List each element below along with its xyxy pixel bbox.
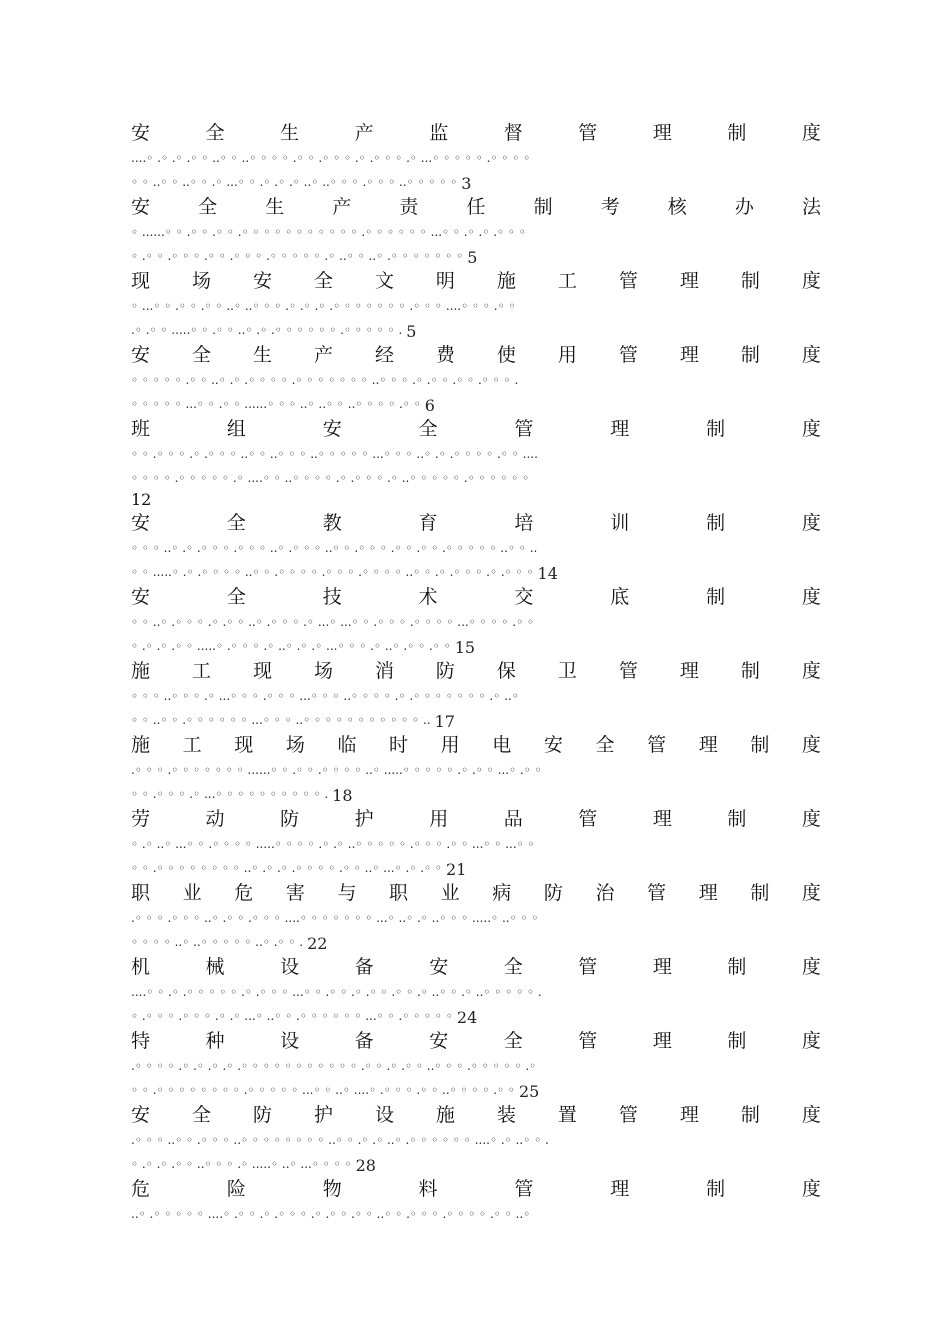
toc-title-char: 管 <box>578 122 598 144</box>
toc-title-char: 职 <box>131 882 151 904</box>
toc-title-char: 全 <box>503 1030 523 1052</box>
toc-leader-dots-last <box>131 392 821 416</box>
toc-title-char: 安 <box>131 1104 151 1126</box>
toc-title-char: 料 <box>418 1178 438 1200</box>
toc-leader-dots: ◦ ◦ ◦ ◦ ..◦ ..◦ ◦ ◦ ◦ ◦ ..◦ .◦ ◦ . <box>131 935 304 949</box>
toc-leader-dots: ◦ ...◦ ◦ .◦ ◦ .◦ ◦ ..◦ ..◦ ◦ ◦ .◦ .◦ .◦ .◦ ◦ ◦ ◦ ◦ ◦ ◦ .◦ ◦ ◦ ....◦ ◦ ◦ .◦ ◦ <box>131 299 516 313</box>
toc-title-char: 生 <box>265 196 285 218</box>
toc-title-char: 生 <box>280 122 300 144</box>
toc-leader-dots-last <box>131 782 821 806</box>
toc-entry[interactable] <box>131 732 821 806</box>
toc-title-char: 理 <box>652 122 672 144</box>
toc-title-char: 理 <box>610 1178 630 1200</box>
toc-title-char: 护 <box>313 1104 333 1126</box>
toc-title-char: 现 <box>234 734 254 756</box>
toc-title-char: 全 <box>313 270 333 292</box>
toc-page-number: 17 <box>434 712 455 731</box>
toc-title-char: 核 <box>667 196 687 218</box>
toc-title-char: 管 <box>578 1030 598 1052</box>
toc-title-char: 制 <box>727 956 747 978</box>
toc-title-char: 度 <box>801 270 821 292</box>
toc-title-char: 制 <box>706 512 726 534</box>
toc-title-char: 管 <box>618 344 638 366</box>
toc-title-char: 底 <box>610 586 630 608</box>
toc-entry[interactable] <box>131 416 821 510</box>
toc-title-char: 设 <box>280 1030 300 1052</box>
toc-leader-dots: ◦ .◦ ◦ ◦ .◦ ◦ ◦ .◦ .◦ ...◦ ..◦ ◦ .◦ ◦ ◦ ◦ ◦ ◦ ...◦ ◦ .◦ ◦ ◦ ◦ ◦ <box>131 1009 453 1023</box>
toc-title-char: 管 <box>578 808 598 830</box>
toc-title-char: 品 <box>503 808 523 830</box>
toc-title-char: 理 <box>698 882 718 904</box>
toc-leader-dots: ◦ ◦ ◦ ◦ ◦ ...◦ ◦ .◦ ◦ ......◦ ◦ ◦ ..◦ ..◦ ◦ ..◦ ◦ ◦ ◦ .◦ ◦ <box>131 397 421 411</box>
toc-entry-title[interactable] <box>131 194 821 220</box>
toc-leader-dots: ◦ ◦ .◦ ◦ ◦ ◦ ◦ ◦ ◦ ◦ .◦ ◦ ◦ ◦ ◦ ...◦ ◦ ..◦ ....◦ .◦ ◦ ◦ .◦ ◦ ..◦ ◦ ◦ ◦ .◦ ◦ <box>131 1083 515 1097</box>
toc-title-char: 制 <box>727 1030 747 1052</box>
toc-title-char: 病 <box>492 882 512 904</box>
toc-page-number: 28 <box>355 1156 376 1175</box>
toc-title-char: 动 <box>205 808 225 830</box>
toc-title-char: 场 <box>313 660 333 682</box>
toc-title-char: 产 <box>313 344 333 366</box>
toc-title-char: 度 <box>801 660 821 682</box>
toc-title-char: 安 <box>131 586 151 608</box>
toc-entry-title[interactable] <box>131 732 821 758</box>
toc-title-char: 管 <box>618 660 638 682</box>
toc-title-char: 术 <box>418 586 438 608</box>
toc-page-number: 12 <box>131 490 152 509</box>
toc-title-char: 职 <box>389 882 409 904</box>
toc-entry[interactable] <box>131 658 821 732</box>
toc-title-char: 施 <box>435 1104 455 1126</box>
toc-leader-dots: ◦ .◦ .◦ .◦ ◦ .....◦ .◦ ◦ ◦ .◦ ..◦ .◦ .◦ ...◦ ◦ ◦ .◦ ..◦ .◦ ◦ .◦ ◦ <box>131 639 451 653</box>
toc-title-char: 生 <box>252 344 272 366</box>
toc-title-char: 使 <box>496 344 516 366</box>
toc-entry-title[interactable] <box>131 584 821 610</box>
toc-entry-title[interactable] <box>131 658 821 684</box>
toc-title-char: 产 <box>354 122 374 144</box>
toc-title-char: 理 <box>679 660 699 682</box>
toc-title-char: 与 <box>337 882 357 904</box>
toc-title-char: 任 <box>466 196 486 218</box>
table-of-contents <box>131 120 821 1226</box>
toc-title-char: 卫 <box>557 660 577 682</box>
toc-title-char: 度 <box>801 1178 821 1200</box>
toc-title-char: 理 <box>652 956 672 978</box>
toc-leader-dots-last <box>131 1152 821 1176</box>
toc-title-char: 管 <box>514 418 534 440</box>
toc-leader-dots: ◦ ◦ ..◦ ◦ ..◦ ◦ .◦ ...◦ ◦ .◦ .◦ .◦ ..◦ ..◦ ◦ ◦ .◦ ◦ ◦ ..◦ ◦ ◦ ◦ ◦ <box>131 175 458 189</box>
toc-title-char: 全 <box>191 1104 211 1126</box>
toc-title-char: 害 <box>285 882 305 904</box>
toc-title-char: 业 <box>182 882 202 904</box>
toc-leader-dots: .◦ ◦ ◦ .◦ ◦ ◦ ◦ ◦ ◦ ◦ ......◦ ◦ .◦ ◦ .◦ ◦ ◦ ◦ ..◦ .....◦ ◦ ◦ ◦ ◦ .◦ .◦ ◦ ...◦ .◦ ◦ <box>131 763 542 777</box>
toc-title-char: 产 <box>332 196 352 218</box>
toc-title-char: 械 <box>205 956 225 978</box>
toc-title-char: 度 <box>801 512 821 534</box>
toc-leader-dots: ◦ ◦ ..◦ .◦ ◦ ◦ .◦ .◦ ◦ ..◦ .◦ ◦ ◦ .◦ ...◦ ...◦ ◦ .◦ ◦ ◦ .◦ ◦ ◦ ◦ ...◦ ◦ ◦ ◦ .◦ ◦ <box>131 615 535 629</box>
toc-entry[interactable] <box>131 806 821 880</box>
toc-title-char: 管 <box>514 1178 534 1200</box>
toc-title-char: 用 <box>429 808 449 830</box>
toc-title-char: 全 <box>503 956 523 978</box>
toc-title-char: 班 <box>131 418 151 440</box>
toc-title-char: 施 <box>496 270 516 292</box>
toc-entry-title[interactable] <box>131 510 821 536</box>
toc-title-char: 教 <box>322 512 342 534</box>
toc-title-char: 制 <box>740 660 760 682</box>
toc-title-char: 用 <box>440 734 460 756</box>
toc-entry[interactable] <box>131 120 821 194</box>
toc-title-char: 物 <box>322 1178 342 1200</box>
toc-entry-title[interactable] <box>131 880 821 906</box>
toc-entry-title[interactable] <box>131 806 821 832</box>
toc-leader-dots: ....◦ ◦ .◦ .◦ ◦ ◦ ◦ ◦ .◦ .◦ ◦ ◦ ...◦ ◦ .◦ ◦ .◦ .◦ ◦ .◦ ◦ .◦ ..◦ ◦ .◦ ..◦ ◦ ◦ ◦ ◦ . <box>131 985 542 999</box>
toc-title-char: 电 <box>492 734 512 756</box>
toc-title-char: 备 <box>354 956 374 978</box>
toc-title-char: 度 <box>801 1030 821 1052</box>
toc-leader-dots-last <box>131 318 821 342</box>
toc-title-char: 育 <box>418 512 438 534</box>
toc-entry-title[interactable] <box>131 1028 821 1054</box>
toc-title-char: 全 <box>226 586 246 608</box>
toc-title-char: 护 <box>354 808 374 830</box>
toc-entry[interactable] <box>131 194 821 268</box>
toc-title-char: 工 <box>557 270 577 292</box>
toc-leader-dots: ◦ ◦ .◦ ◦ ◦ .◦ .◦ ◦ ◦ ..◦ ◦ ..◦ ◦ ◦ ..◦ ◦ ◦ ◦ ◦ ...◦ ◦ ◦ ..◦ .◦ .◦ ◦ ◦ ◦ .◦ ◦ .... <box>131 447 538 461</box>
toc-title-char: 安 <box>131 512 151 534</box>
toc-leader-dots: .◦ ◦ ◦ ◦ .◦ .◦ .◦ .◦ .◦ ◦ ◦ ◦ ◦ ◦ ◦ ◦ ◦ ◦ ◦ .◦ ◦ .◦ .◦ ◦ ..◦ ◦ ◦ .◦ ◦ ◦ ◦ ◦ .◦ <box>131 1059 537 1073</box>
toc-leader-dots: ◦ .◦ ..◦ ...◦ ◦ .◦ ◦ ◦ ◦ .....◦ ◦ ◦ ◦ .◦ .◦ ..◦ ◦ ◦ ◦ ◦ .◦ ◦ ◦ .◦ ◦ ...◦ ◦ ...◦ ◦ <box>131 837 535 851</box>
toc-page-number: 3 <box>461 174 472 193</box>
toc-entry[interactable] <box>131 954 821 1028</box>
toc-title-char: 防 <box>543 882 563 904</box>
toc-leader-dots: ◦ ......◦ ◦ .◦ ◦ .◦ ◦ .◦ ◦ ◦ ◦ ◦ ◦ ◦ ◦ ◦ ◦ ◦ .◦ ◦ ◦ ◦ ◦ ◦ ...◦ ◦ .◦ .◦ .◦ ◦ ◦ <box>131 225 526 239</box>
toc-page-number: 22 <box>307 934 328 953</box>
toc-title-char: 安 <box>322 418 342 440</box>
toc-title-char: 特 <box>131 1030 151 1052</box>
toc-title-char: 机 <box>131 956 151 978</box>
toc-title-char: 全 <box>198 196 218 218</box>
toc-page-number: 18 <box>332 786 353 805</box>
toc-title-char: 制 <box>740 344 760 366</box>
toc-leader-dots: ◦ ◦ ◦ ◦ ◦ .◦ ◦ ..◦ .◦ .◦ ◦ ◦ ◦ .◦ ◦ ◦ ◦ ◦ ◦ ◦ ..◦ ◦ ◦ .◦ .◦ ◦ .◦ ◦ .◦ ◦ ◦ . <box>131 373 519 387</box>
toc-title-char: 度 <box>801 956 821 978</box>
toc-page-number: 24 <box>456 1008 478 1027</box>
toc-title-char: 设 <box>374 1104 394 1126</box>
toc-page-number: 15 <box>454 638 476 657</box>
toc-title-char: 交 <box>514 586 534 608</box>
toc-title-char: 防 <box>280 808 300 830</box>
toc-entry-title[interactable] <box>131 416 821 442</box>
toc-title-char: 安 <box>131 344 151 366</box>
toc-title-char: 危 <box>234 882 254 904</box>
toc-entry-title[interactable] <box>131 1102 821 1128</box>
toc-entry-title[interactable] <box>131 1176 821 1202</box>
toc-title-char: 制 <box>740 270 760 292</box>
toc-title-char: 督 <box>503 122 523 144</box>
toc-page-number: 5 <box>467 248 478 267</box>
toc-title-char: 管 <box>647 882 667 904</box>
toc-entry-title[interactable] <box>131 342 821 368</box>
toc-leader-dots-last <box>131 244 821 268</box>
toc-title-char: 安 <box>429 1030 449 1052</box>
toc-title-char: 制 <box>740 1104 760 1126</box>
toc-title-char: 制 <box>706 418 726 440</box>
toc-title-char: 防 <box>252 1104 272 1126</box>
toc-leader-dots-last <box>131 708 821 732</box>
toc-title-char: 理 <box>652 808 672 830</box>
toc-title-char: 危 <box>131 1178 151 1200</box>
toc-entry-title[interactable] <box>131 954 821 980</box>
toc-leader-dots: ◦ ◦ .◦ ◦ ◦ ◦ ◦ ◦ ◦ ◦ ..◦ .◦ .◦ .◦ ◦ ◦ ◦ .◦ ◦ ..◦ ...◦ .◦ .◦ ◦ <box>131 861 443 875</box>
toc-page-number: 14 <box>537 564 558 583</box>
toc-leader-dots-last <box>131 1004 821 1028</box>
toc-page-number: 21 <box>446 860 467 879</box>
toc-leader-dots: ◦ .◦ ◦ .◦ ◦ ◦ .◦ ◦ .◦ ◦ ◦ .◦ ◦ ◦ ◦ ◦ .◦ ..◦ ◦ ..◦ .◦ ◦ ◦ ◦ ◦ ◦ ◦ <box>131 249 464 263</box>
toc-title-char: 临 <box>337 734 357 756</box>
toc-title-char: 全 <box>191 344 211 366</box>
toc-title-char: 理 <box>679 270 699 292</box>
toc-title-char: 度 <box>801 586 821 608</box>
toc-leader-dots-last <box>131 170 821 194</box>
toc-title-char: 训 <box>610 512 630 534</box>
toc-title-char: 全 <box>418 418 438 440</box>
toc-title-char: 组 <box>226 418 246 440</box>
toc-leader-dots: ◦ ◦ ◦ ..◦ ◦ ◦ .◦ ...◦ ◦ ◦ .◦ ◦ ◦ ...◦ ◦ ◦ ..◦ ◦ ◦ ◦ .◦ .◦ ◦ ◦ ◦ ◦ ◦ ◦ .◦ ..◦ <box>131 689 519 703</box>
toc-leader-dots: ◦ ◦ ◦ ◦ .◦ ◦ ◦ ◦ ◦ .◦ ....◦ ◦ ..◦ ◦ ◦ ◦ .◦ .◦ ◦ ◦ .◦ ..◦ ◦ ◦ ◦ ◦ .◦ ◦ ◦ ◦ ◦ ◦ <box>131 471 530 485</box>
toc-leader-dots: ◦ .◦ .◦ .◦ ◦ ..◦ ◦ ◦ .◦ .....◦ ..◦ ...◦ ◦ ◦ ◦ <box>131 1157 352 1171</box>
toc-leader-dots: .◦ .◦ ◦ .....◦ ◦ .◦ ◦ ..◦ .◦ .◦ ◦ ◦ ◦ ◦ ◦ .◦ ◦ ◦ ◦ ◦ . <box>131 323 403 337</box>
toc-page-number: 25 <box>519 1082 540 1101</box>
toc-leader-dots: .◦ ◦ ◦ ..◦ ◦ .◦ ◦ ◦ ..◦ ◦ ◦ ◦ ◦ ◦ ◦ ◦ ..◦ ◦ .◦ .◦ ..◦ .◦ ◦ ◦ ◦ ◦ ◦ ....◦ .◦ ..◦ ◦ . <box>131 1133 549 1147</box>
toc-title-char: 工 <box>182 734 202 756</box>
toc-title-char: 场 <box>285 734 305 756</box>
toc-title-char: 劳 <box>131 808 151 830</box>
toc-title-char: 备 <box>354 1030 374 1052</box>
toc-title-char: 理 <box>610 418 630 440</box>
toc-title-char: 度 <box>801 344 821 366</box>
toc-title-char: 全 <box>205 122 225 144</box>
toc-leader-dots: ◦ ◦ ◦ ..◦ .◦ .◦ ◦ ◦ .◦ ◦ ◦ ..◦ .◦ ◦ ◦ ..◦ ◦ .◦ ◦ ◦ .◦ ◦ .◦ ◦ .◦ ◦ ◦ ◦ ◦ ..◦ ◦ .. <box>131 541 538 555</box>
toc-leader-dots-last <box>131 856 821 880</box>
toc-title-char: 法 <box>801 196 821 218</box>
toc-title-char: 场 <box>191 270 211 292</box>
toc-title-char: 度 <box>801 1104 821 1126</box>
toc-title-char: 治 <box>595 882 615 904</box>
toc-entry[interactable] <box>131 510 821 584</box>
toc-title-char: 制 <box>533 196 553 218</box>
toc-entry[interactable] <box>131 1102 821 1176</box>
toc-title-char: 安 <box>252 270 272 292</box>
toc-title-char: 工 <box>191 660 211 682</box>
toc-title-char: 文 <box>374 270 394 292</box>
toc-entry[interactable] <box>131 1028 821 1102</box>
toc-title-char: 制 <box>727 122 747 144</box>
toc-title-char: 度 <box>801 808 821 830</box>
toc-leader-dots-last <box>131 634 821 658</box>
toc-title-char: 度 <box>801 734 821 756</box>
toc-title-char: 用 <box>557 344 577 366</box>
toc-leader-dots-last <box>131 930 821 954</box>
toc-leader-dots-last <box>131 560 821 584</box>
toc-title-char: 管 <box>647 734 667 756</box>
toc-entry[interactable] <box>131 268 821 342</box>
toc-title-char: 理 <box>679 344 699 366</box>
toc-title-char: 保 <box>496 660 516 682</box>
toc-title-char: 经 <box>374 344 394 366</box>
toc-title-char: 时 <box>389 734 409 756</box>
toc-title-char: 考 <box>600 196 620 218</box>
toc-title-char: 制 <box>706 1178 726 1200</box>
toc-title-char: 制 <box>750 882 770 904</box>
toc-title-char: 责 <box>399 196 419 218</box>
toc-leader-dots-last <box>131 466 821 490</box>
toc-entry[interactable] <box>131 584 821 658</box>
toc-title-char: 度 <box>801 418 821 440</box>
toc-entry[interactable] <box>131 1176 821 1226</box>
toc-title-char: 制 <box>706 586 726 608</box>
toc-leader-dots-last <box>131 1078 821 1102</box>
toc-title-char: 度 <box>801 122 821 144</box>
toc-title-char: 培 <box>514 512 534 534</box>
toc-title-char: 管 <box>618 1104 638 1126</box>
toc-title-char: 施 <box>131 734 151 756</box>
toc-leader-dots: .◦ ◦ ◦ .◦ ◦ ◦ ..◦ .◦ ◦ .◦ ◦ ◦ ....◦ ◦ ◦ ◦ ◦ ◦ ◦ ...◦ ..◦ .◦ ..◦ ◦ ◦ .....◦ ..◦ ◦ ◦ <box>131 911 539 925</box>
toc-title-char: 现 <box>131 270 151 292</box>
toc-title-char: 全 <box>595 734 615 756</box>
toc-title-char: 防 <box>435 660 455 682</box>
toc-title-char: 监 <box>429 122 449 144</box>
toc-leader-dots: ◦ ◦ .....◦ .◦ .◦ ◦ ◦ ◦ ..◦ ◦ .◦ ◦ ◦ ◦ .◦ ◦ ◦ .◦ ◦ ◦ ◦ ..◦ ◦ .◦ .◦ ◦ ◦ .◦ .◦ ◦ ◦ <box>131 565 534 579</box>
toc-page-number: 6 <box>424 396 435 415</box>
toc-title-char: 理 <box>679 1104 699 1126</box>
toc-title-char: 度 <box>801 882 821 904</box>
toc-title-char: 技 <box>322 586 342 608</box>
toc-title-char: 理 <box>652 1030 672 1052</box>
toc-title-char: 安 <box>429 956 449 978</box>
toc-title-char: 管 <box>618 270 638 292</box>
toc-title-char: 安 <box>131 196 151 218</box>
toc-title-char: 业 <box>440 882 460 904</box>
toc-entry-title[interactable] <box>131 120 821 146</box>
toc-page-number: 5 <box>406 322 417 341</box>
toc-title-char: 明 <box>435 270 455 292</box>
toc-title-char: 费 <box>435 344 455 366</box>
toc-leader-dots: ....◦ .◦ .◦ .◦ ◦ ..◦ ◦ ..◦ ◦ ◦ ◦ .◦ ◦ .◦ ◦ ◦ .◦ .◦ ◦ ◦ .◦ ...◦ ◦ ◦ ◦ ◦ .◦ ◦ ◦ ◦ <box>131 151 531 165</box>
toc-title-char: 安 <box>543 734 563 756</box>
toc-title-char: 理 <box>698 734 718 756</box>
toc-title-char: 设 <box>280 956 300 978</box>
toc-leader-dots: ◦ ◦ .◦ ◦ ◦ .◦ ...◦ ◦ ◦ ◦ ◦ ◦ ◦ ◦ ◦ ◦ . <box>131 787 329 801</box>
toc-title-char: 管 <box>578 956 598 978</box>
toc-title-char: 施 <box>131 660 151 682</box>
toc-title-char: 现 <box>252 660 272 682</box>
toc-title-char: 险 <box>226 1178 246 1200</box>
toc-title-char: 安 <box>131 122 151 144</box>
toc-entry-title[interactable] <box>131 268 821 294</box>
toc-title-char: 制 <box>750 734 770 756</box>
toc-title-char: 全 <box>226 512 246 534</box>
toc-entry[interactable] <box>131 880 821 954</box>
toc-title-char: 装 <box>496 1104 516 1126</box>
toc-title-char: 制 <box>727 808 747 830</box>
toc-leader-dots: ◦ ◦ ..◦ ◦ .◦ ◦ ◦ ◦ ◦ ◦ ...◦ ◦ ◦ ..◦ ◦ ◦ ◦ ◦ ◦ ◦ ◦ ◦ ◦ ◦ .. <box>131 713 431 727</box>
toc-entry[interactable] <box>131 342 821 416</box>
toc-title-char: 办 <box>734 196 754 218</box>
toc-title-char: 消 <box>374 660 394 682</box>
toc-leader-dots: ..◦ .◦ ◦ ◦ ◦ ◦ ....◦ .◦ ◦ .◦ .◦ ◦ ◦ .◦ .◦ ◦ .◦ ◦ ..◦ ◦ .◦ ◦ ◦ .◦ ◦ ◦ ◦ .◦ ◦ ..◦ <box>131 1207 531 1221</box>
toc-title-char: 种 <box>205 1030 225 1052</box>
toc-title-char: 置 <box>557 1104 577 1126</box>
